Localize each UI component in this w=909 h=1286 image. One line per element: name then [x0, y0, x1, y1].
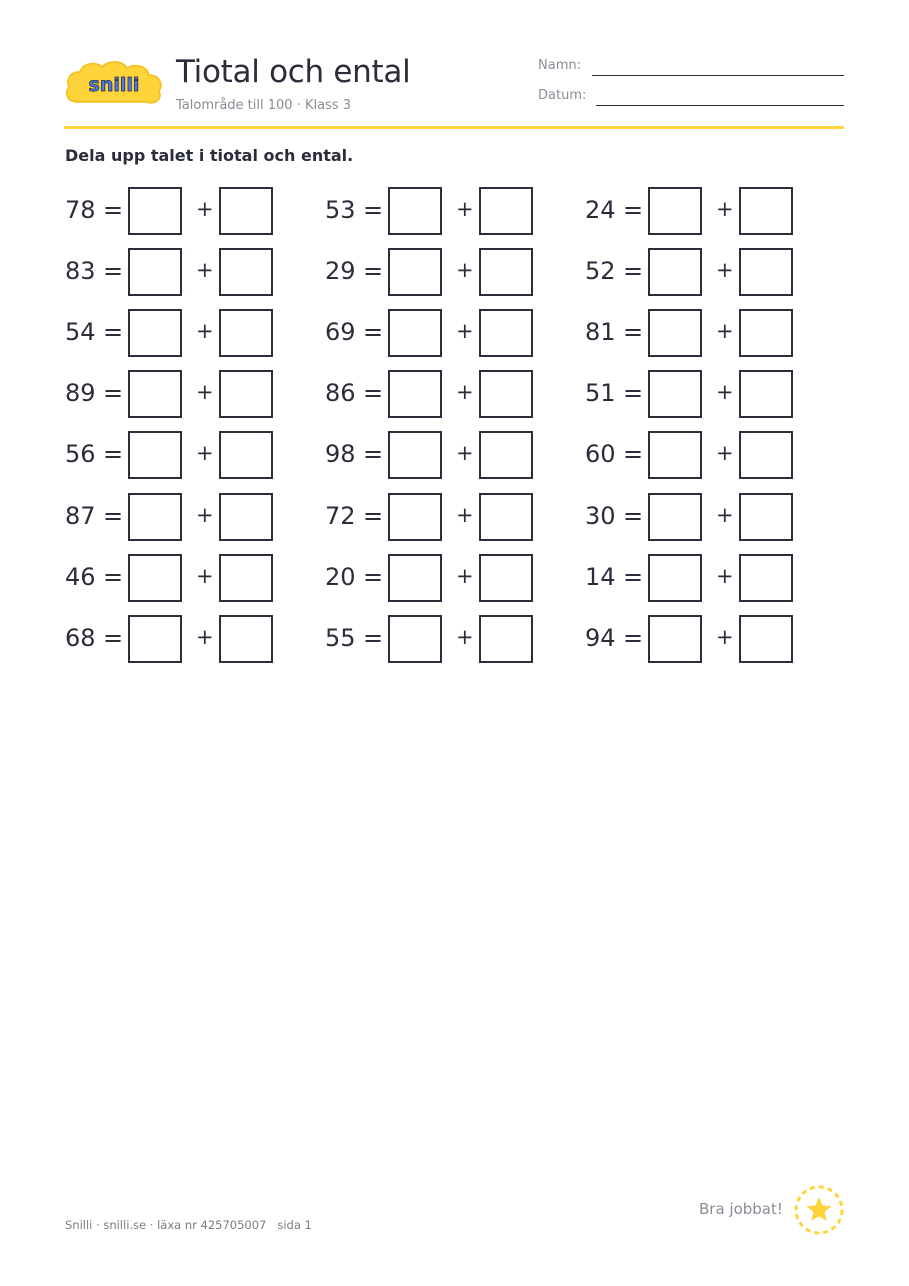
- cloud-logo-icon: [64, 58, 164, 108]
- problem-number: 60: [585, 440, 616, 468]
- equals-sign: =: [623, 440, 644, 468]
- tens-answer-box[interactable]: [128, 431, 182, 479]
- tens-answer-box[interactable]: [128, 554, 182, 602]
- date-label: Datum:: [538, 88, 587, 103]
- plus-sign: +: [196, 503, 214, 527]
- praise-text: Bra jobbat!: [699, 1200, 783, 1218]
- ones-answer-box[interactable]: [219, 615, 273, 663]
- equals-sign: =: [363, 563, 384, 591]
- problem-number: 87: [65, 502, 96, 530]
- tens-answer-box[interactable]: [388, 248, 442, 296]
- equals-sign: =: [103, 624, 124, 652]
- name-field[interactable]: [538, 57, 844, 79]
- plus-sign: +: [196, 564, 214, 588]
- plus-sign: +: [716, 258, 734, 282]
- problem-item: [585, 370, 815, 418]
- problem-item: [325, 615, 555, 663]
- problem-number: 89: [65, 379, 96, 407]
- problem-item: [65, 493, 295, 541]
- tens-answer-box[interactable]: [648, 493, 702, 541]
- problem-item: [65, 309, 295, 357]
- tens-answer-box[interactable]: [128, 615, 182, 663]
- equals-sign: =: [623, 502, 644, 530]
- tens-answer-box[interactable]: [388, 431, 442, 479]
- problem-item: [65, 615, 295, 663]
- problem-item: [325, 431, 555, 479]
- problem-item: [325, 248, 555, 296]
- problem-number: 98: [325, 440, 356, 468]
- ones-answer-box[interactable]: [479, 248, 533, 296]
- problem-item: [65, 554, 295, 602]
- tens-answer-box[interactable]: [388, 493, 442, 541]
- snilli-logo: [64, 58, 164, 108]
- tens-answer-box[interactable]: [128, 493, 182, 541]
- ones-answer-box[interactable]: [479, 493, 533, 541]
- tens-answer-box[interactable]: [128, 187, 182, 235]
- equals-sign: =: [363, 379, 384, 407]
- header-divider: [64, 126, 844, 129]
- ones-answer-box[interactable]: [739, 615, 793, 663]
- ones-answer-box[interactable]: [739, 248, 793, 296]
- tens-answer-box[interactable]: [388, 554, 442, 602]
- ones-answer-box[interactable]: [479, 370, 533, 418]
- star-icon: [793, 1184, 845, 1236]
- equals-sign: =: [623, 563, 644, 591]
- problem-number: 56: [65, 440, 96, 468]
- plus-sign: +: [716, 564, 734, 588]
- plus-sign: +: [716, 197, 734, 221]
- plus-sign: +: [716, 503, 734, 527]
- problem-number: 53: [325, 196, 356, 224]
- tens-answer-box[interactable]: [648, 187, 702, 235]
- problem-item: [325, 493, 555, 541]
- plus-sign: +: [196, 197, 214, 221]
- plus-sign: +: [196, 625, 214, 649]
- plus-sign: +: [716, 319, 734, 343]
- equals-sign: =: [363, 257, 384, 285]
- problem-number: 83: [65, 257, 96, 285]
- ones-answer-box[interactable]: [479, 431, 533, 479]
- plus-sign: +: [456, 503, 474, 527]
- plus-sign: +: [456, 197, 474, 221]
- problem-number: 14: [585, 563, 616, 591]
- plus-sign: +: [716, 625, 734, 649]
- problem-number: 78: [65, 196, 96, 224]
- tens-answer-box[interactable]: [648, 370, 702, 418]
- ones-answer-box[interactable]: [479, 187, 533, 235]
- footer-page: sida 1: [277, 1218, 312, 1232]
- plus-sign: +: [716, 380, 734, 404]
- problem-number: 55: [325, 624, 356, 652]
- footer-info: [65, 1218, 312, 1232]
- ones-answer-box[interactable]: [479, 309, 533, 357]
- problem-number: 86: [325, 379, 356, 407]
- tens-answer-box[interactable]: [648, 431, 702, 479]
- name-line: [592, 75, 844, 76]
- tens-answer-box[interactable]: [128, 309, 182, 357]
- tens-answer-box[interactable]: [388, 370, 442, 418]
- problem-number: 81: [585, 318, 616, 346]
- plus-sign: +: [716, 441, 734, 465]
- problem-number: 24: [585, 196, 616, 224]
- tens-answer-box[interactable]: [388, 615, 442, 663]
- equals-sign: =: [103, 196, 124, 224]
- plus-sign: +: [456, 564, 474, 588]
- name-label: Namn:: [538, 58, 581, 73]
- ones-answer-box[interactable]: [219, 370, 273, 418]
- problem-item: [585, 309, 815, 357]
- problem-item: [325, 309, 555, 357]
- ones-answer-box[interactable]: [219, 554, 273, 602]
- problem-number: 54: [65, 318, 96, 346]
- problem-number: 30: [585, 502, 616, 530]
- problem-item: [65, 431, 295, 479]
- ones-answer-box[interactable]: [739, 187, 793, 235]
- equals-sign: =: [623, 196, 644, 224]
- tens-answer-box[interactable]: [388, 309, 442, 357]
- equals-sign: =: [103, 257, 124, 285]
- plus-sign: +: [196, 258, 214, 282]
- ones-answer-box[interactable]: [479, 554, 533, 602]
- equals-sign: =: [103, 318, 124, 346]
- ones-answer-box[interactable]: [739, 309, 793, 357]
- plus-sign: +: [196, 441, 214, 465]
- plus-sign: +: [456, 625, 474, 649]
- problem-item: [585, 248, 815, 296]
- equals-sign: =: [103, 563, 124, 591]
- problem-item: [325, 370, 555, 418]
- plus-sign: +: [456, 319, 474, 343]
- date-line: [596, 105, 844, 106]
- problem-item: [585, 187, 815, 235]
- problem-number: 29: [325, 257, 356, 285]
- equals-sign: =: [623, 257, 644, 285]
- date-field[interactable]: [538, 87, 844, 109]
- plus-sign: +: [456, 441, 474, 465]
- ones-answer-box[interactable]: [739, 370, 793, 418]
- problem-item: [65, 370, 295, 418]
- tens-answer-box[interactable]: [648, 248, 702, 296]
- ones-answer-box[interactable]: [219, 187, 273, 235]
- logo-wordmark: snilli: [88, 74, 140, 96]
- plus-sign: +: [196, 319, 214, 343]
- tens-answer-box[interactable]: [128, 248, 182, 296]
- equals-sign: =: [623, 379, 644, 407]
- footer-text: Snilli · snilli.se · läxa nr 425705007: [65, 1218, 267, 1232]
- ones-answer-box[interactable]: [739, 431, 793, 479]
- instruction-text: Dela upp talet i tiotal och ental.: [65, 146, 354, 165]
- problem-number: 69: [325, 318, 356, 346]
- problem-number: 20: [325, 563, 356, 591]
- plus-sign: +: [456, 380, 474, 404]
- ones-answer-box[interactable]: [739, 554, 793, 602]
- problem-item: [65, 187, 295, 235]
- problem-number: 51: [585, 379, 616, 407]
- problem-item: [585, 554, 815, 602]
- star-badge: [793, 1184, 845, 1236]
- problem-number: 94: [585, 624, 616, 652]
- ones-answer-box[interactable]: [479, 615, 533, 663]
- tens-answer-box[interactable]: [648, 309, 702, 357]
- problem-item: [585, 431, 815, 479]
- problem-number: 72: [325, 502, 356, 530]
- equals-sign: =: [103, 379, 124, 407]
- problem-number: 46: [65, 563, 96, 591]
- problem-number: 52: [585, 257, 616, 285]
- plus-sign: +: [456, 258, 474, 282]
- equals-sign: =: [103, 440, 124, 468]
- ones-answer-box[interactable]: [219, 248, 273, 296]
- equals-sign: =: [623, 318, 644, 346]
- equals-sign: =: [363, 196, 384, 224]
- tens-answer-box[interactable]: [128, 370, 182, 418]
- problem-item: [65, 248, 295, 296]
- plus-sign: +: [196, 380, 214, 404]
- ones-answer-box[interactable]: [739, 493, 793, 541]
- ones-answer-box[interactable]: [219, 431, 273, 479]
- problem-item: [585, 615, 815, 663]
- ones-answer-box[interactable]: [219, 309, 273, 357]
- page-subtitle: Talområde till 100 · Klass 3: [176, 98, 352, 113]
- equals-sign: =: [623, 624, 644, 652]
- tens-answer-box[interactable]: [648, 554, 702, 602]
- problem-number: 68: [65, 624, 96, 652]
- equals-sign: =: [363, 440, 384, 468]
- problem-item: [585, 493, 815, 541]
- problem-item: [325, 187, 555, 235]
- tens-answer-box[interactable]: [388, 187, 442, 235]
- equals-sign: =: [363, 624, 384, 652]
- tens-answer-box[interactable]: [648, 615, 702, 663]
- equals-sign: =: [103, 502, 124, 530]
- ones-answer-box[interactable]: [219, 493, 273, 541]
- problem-item: [325, 554, 555, 602]
- page-title: Tiotal och ental: [176, 54, 411, 90]
- equals-sign: =: [363, 318, 384, 346]
- equals-sign: =: [363, 502, 384, 530]
